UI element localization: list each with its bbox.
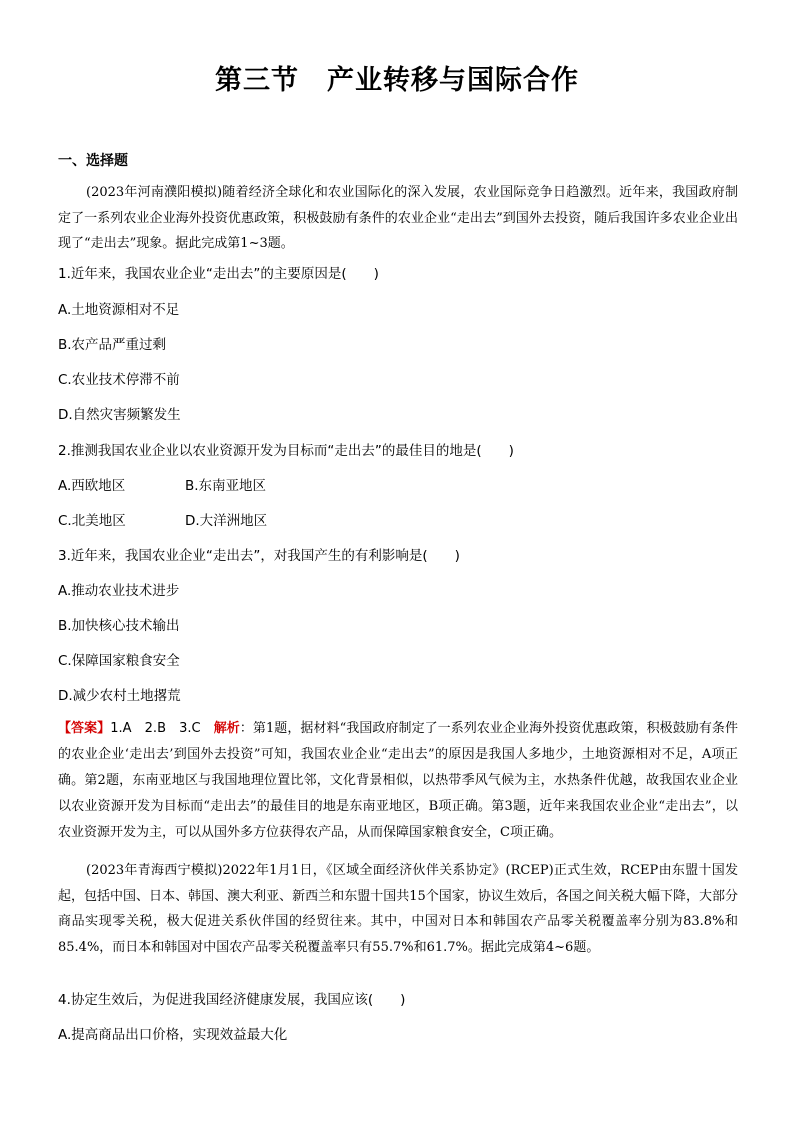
answer-block-1 <box>58 716 738 846</box>
question-2-option-b: B.东南亚地区 <box>185 478 267 494</box>
analysis-text: ：第1题，据材料“我国政府制定了一系列农业企业海外投资优惠政策，积极鼓励有条件的农业企业‘走出去’到国外去投资”可知，我国农业企业“走出去”的原因是我国人多地少，土地资源相对不足，A项正确。第2题，东南亚地区与我国地理位置比邻，文化背景相似，以热带季风气候为主，水热条件优越，故我国农业企业以农业资源开发为目标而“走出去”的最佳目的地是东南亚地区，B项正确。第3题，近年来我国农业企业“走出去”，以农业资源开发为主，可以从国外多方位获得农产品，从而保障国家粮食安全，C项正确。 <box>58 721 738 840</box>
question-1-option-b: B.农产品严重过剩 <box>58 337 167 353</box>
question-2-option-d: D.大洋洲地区 <box>185 513 268 529</box>
question-2-option-c: C.北美地区 <box>58 513 126 529</box>
question-3-option-a: A.推动农业技术进步 <box>58 583 180 599</box>
answer-keys: 1.A 2.B 3.C <box>110 721 214 736</box>
material-paragraph-1: (2023年河南濮阳模拟)随着经济全球化和农业国际化的深入发展，农业国际竞争日趋激烈。近年来，我国政府制定了一系列农业企业海外投资优惠政策，积极鼓励有条件的农业企业“走出去”到国外去投资，随后我国许多农业企业出现了“走出去”现象。据此完成第1~3题。 <box>58 185 738 251</box>
analysis-label: 解析 <box>213 721 240 736</box>
question-1-option-c: C.农业技术停滞不前 <box>58 372 180 388</box>
question-1-option-a: A.土地资源相对不足 <box>58 302 180 318</box>
question-1-stem: 1.近年来，我国农业企业“走出去”的主要原因是( ) <box>58 266 379 282</box>
question-1-option-d: D.自然灾害频繁发生 <box>58 407 181 423</box>
page-title: 第三节 产业转移与国际合作 <box>215 65 579 96</box>
question-3-stem: 3.近年来，我国农业企业“走出去”，对我国产生的有利影响是( ) <box>58 548 460 564</box>
question-3-option-c: C.保障国家粮食安全 <box>58 653 180 669</box>
material-paragraph-2: (2023年青海西宁模拟)2022年1月1日，《区域全面经济伙伴关系协定》(RCEP)正式生效，RCEP由东盟十国发起，包括中国、日本、韩国、澳大利亚、新西兰和东盟十国共15个国家，协议生效后，各国之间关税大幅下降，大部分商品实现零关税，极大促进关系伙伴国的经贸往来。其中，中国对日本和韩国农产品零关税覆盖率分别为83.8%和85.4%，而日本和韩国对中国农产品零关税覆盖率只有55.7%和61.7%。据此完成第4~6题。 <box>58 863 738 955</box>
question-3-option-b: B.加快核心技术输出 <box>58 618 180 634</box>
section-heading: 一、选择题 <box>58 153 128 169</box>
answer-tag: 【答案】 <box>58 721 111 736</box>
question-2-option-a: A.西欧地区 <box>58 478 126 494</box>
question-4-stem: 4.协定生效后，为促进我国经济健康发展，我国应该( ) <box>58 992 406 1008</box>
question-2-stem: 2.推测我国农业企业以农业资源开发为目标而“走出去”的最佳目的地是( ) <box>58 443 514 459</box>
question-3-option-d: D.减少农村土地撂荒 <box>58 688 181 704</box>
question-4-option-a: A.提高商品出口价格，实现效益最大化 <box>58 1027 288 1043</box>
